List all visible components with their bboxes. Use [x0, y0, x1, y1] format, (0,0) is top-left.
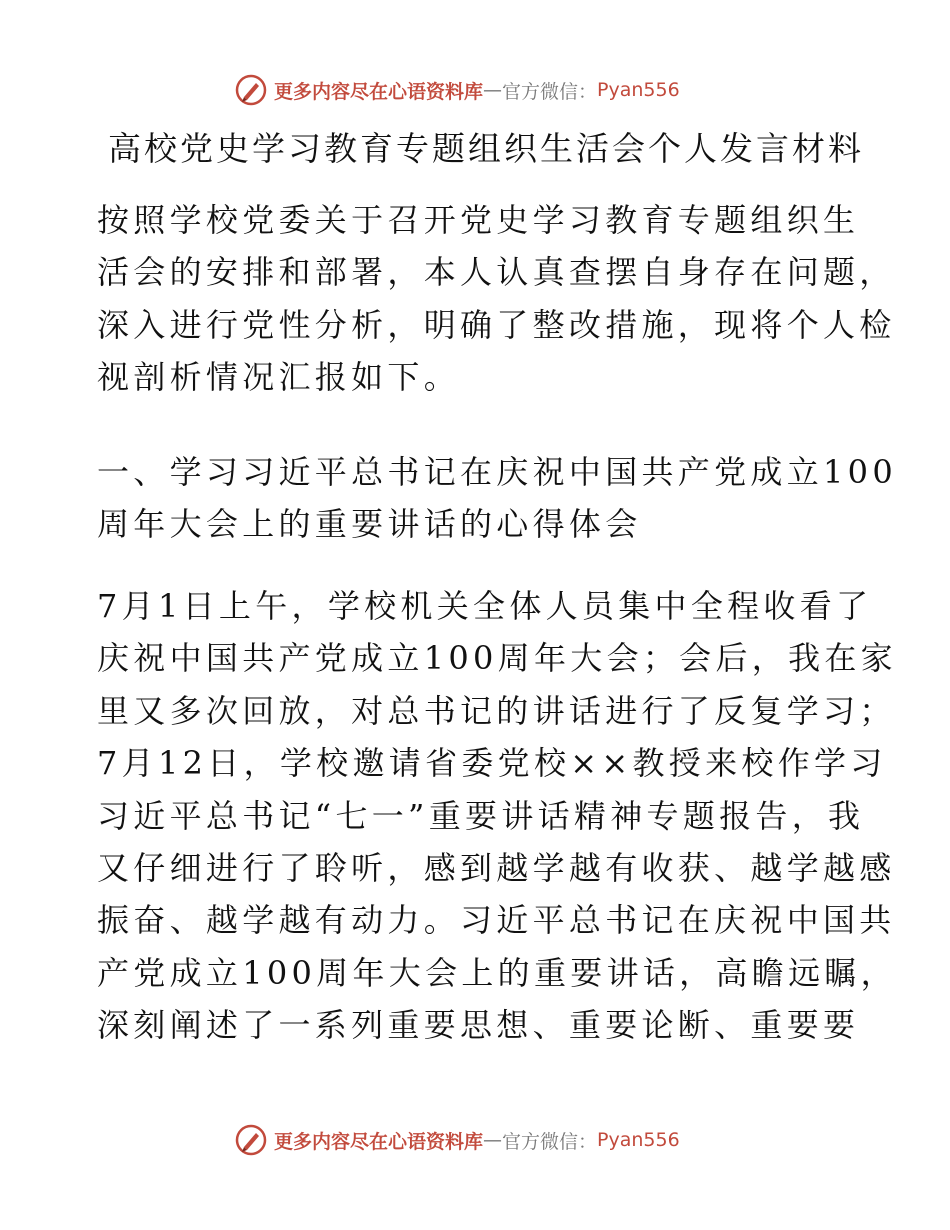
text-line: 深入进行党性分析，明确了整改措施，现将个人检 — [97, 305, 896, 344]
body-paragraph — [97, 580, 897, 1052]
text-line: 7月12日，学校邀请省委党校××教授来校作学习 — [97, 744, 887, 783]
footer-watermark — [234, 1122, 680, 1158]
pen-logo-icon — [234, 73, 268, 107]
watermark-dash: — — [483, 79, 503, 101]
watermark-dash: — — [483, 1129, 503, 1151]
text-line: 习近平总书记“七一”重要讲话精神专题报告，我 — [97, 796, 865, 835]
watermark-wechat-label: 官方微信： — [502, 80, 598, 103]
text-line: 又仔细进行了聆听，感到越学越有收获、越学越感 — [97, 849, 896, 888]
watermark-wechat-label: 官方微信： — [502, 1130, 598, 1153]
document-title: 高校党史学习教育专题组织生活会个人发言材料 — [108, 129, 864, 168]
text-line: 深刻阐述了一系列重要思想、重要论断、重要要 — [97, 1006, 860, 1045]
text-line: 里又多次回放，对总书记的讲话进行了反复学习； — [97, 691, 896, 730]
text-line: 产党成立100周年大会上的重要讲话，高瞻远瞩， — [97, 953, 897, 992]
watermark-site-text: 更多内容尽在心语资料库 — [274, 1130, 484, 1153]
intro-paragraph — [97, 194, 896, 404]
pen-logo-icon — [234, 1123, 268, 1157]
text-line: 活会的安排和部署，本人认真查摆自身存在问题， — [97, 253, 896, 292]
text-line: 7月1日上午，学校机关全体人员集中全程收看了 — [97, 587, 873, 625]
text-line: 视剖析情况汇报如下。 — [97, 358, 461, 397]
text-line: 一、学习习近平总书记在庆祝中国共产党成立100 — [97, 453, 897, 491]
watermark-wechat-id: Pyan556 — [597, 1129, 680, 1151]
watermark-site-text: 更多内容尽在心语资料库 — [274, 80, 484, 103]
header-watermark — [234, 72, 680, 108]
text-line: 按照学校党委关于召开党史学习教育专题组织生 — [97, 201, 860, 239]
section-heading — [97, 446, 897, 551]
text-line: 庆祝中国共产党成立100周年大会；会后，我在家 — [97, 639, 897, 678]
text-line: 振奋、越学越有动力。习近平总书记在庆祝中国共 — [97, 901, 896, 940]
text-line: 周年大会上的重要讲话的心得体会 — [97, 505, 642, 544]
watermark-wechat-id: Pyan556 — [597, 79, 680, 101]
